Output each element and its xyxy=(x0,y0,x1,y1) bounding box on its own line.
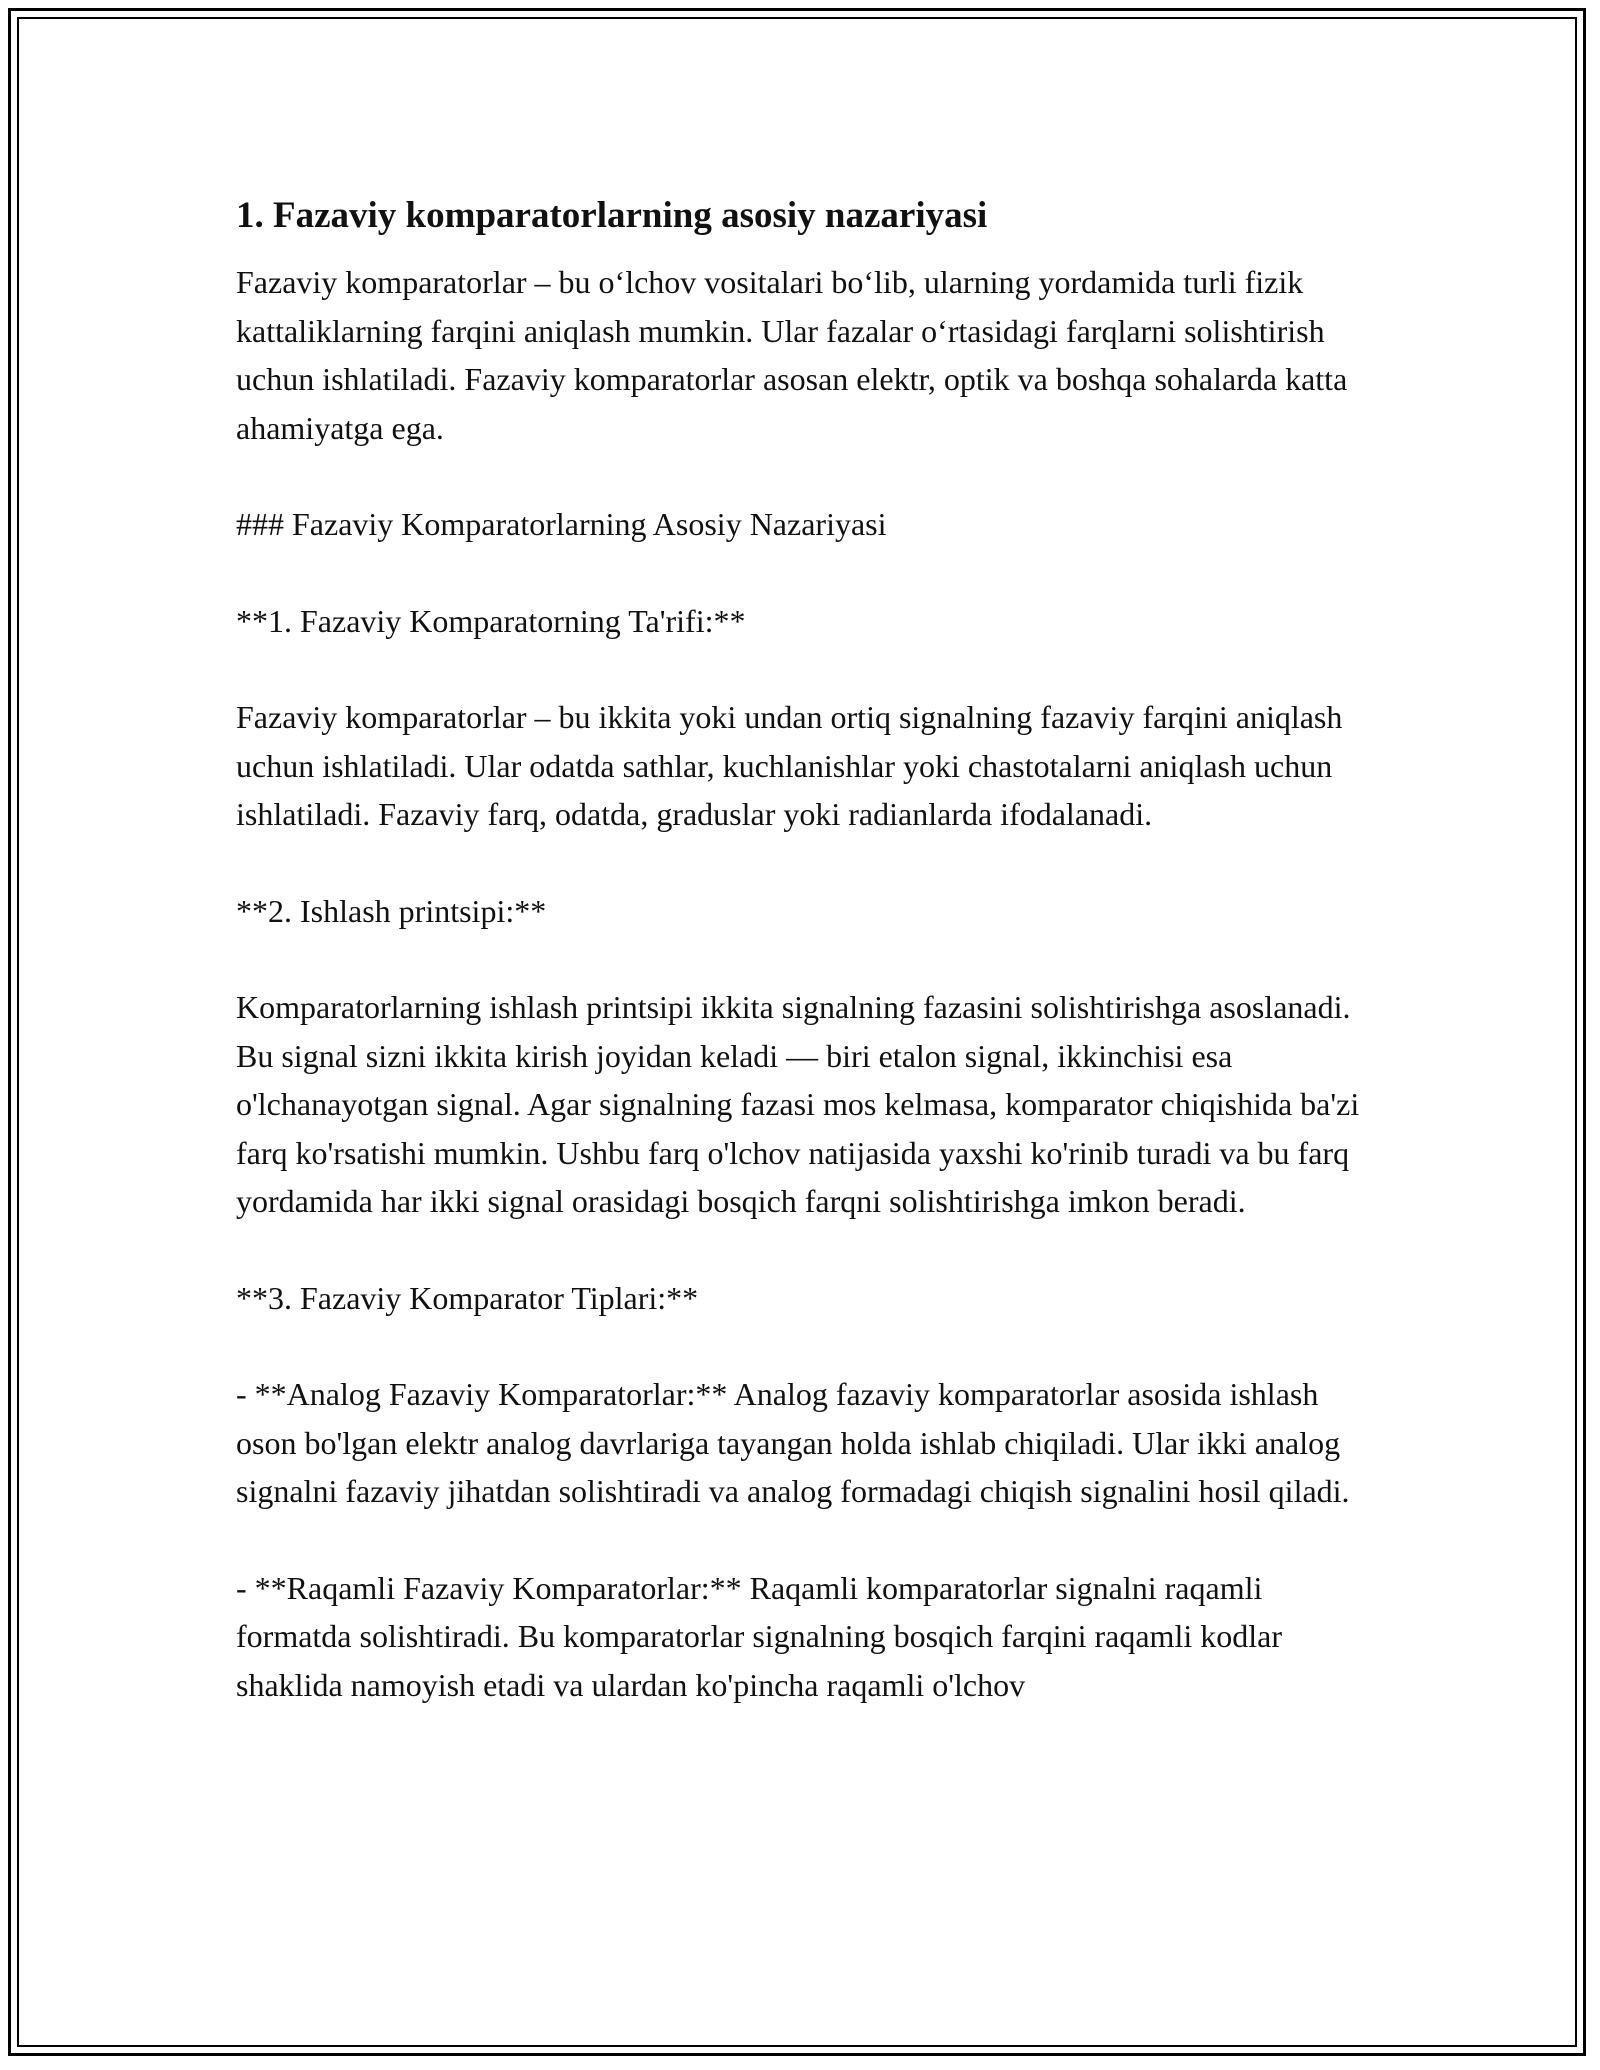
principle-paragraph: Komparatorlarning ishlash printsipi ikkita signalning fazasini solishtirishga asoslanadi. Bu signal sizni ikkita kirish joyidan keladi — biri etalon signal, ikkinchisi esa o'lchanayotgan signal. Agar signalning fazasi mos kelmasa, komparator chiqishida ba'zi farq ko'rsatishi mumkin. Ushbu farq o'lchov natijasida yaxshi ko'rinib turadi va bu farq yordamida har ikki signal orasidagi bosqich farqni solishtirishga imkon beradi. xyxy=(236,989,1360,1219)
section-title: 1. Fazaviy komparatorlarning asosiy nazariyasi xyxy=(236,195,988,236)
intro-paragraph: Fazaviy komparatorlar – bu o‘lchov vositalari bo‘lib, ularning yordamida turli fizik kattaliklarning farqini aniqlash mumkin. Ular fazalar o‘rtasidagi farqlarni solishtirish uchun ishlatiladi. Fazaviy komparatorlar asosan elektr, optik va boshqa sohalarda katta ahamiyatga ega. xyxy=(236,264,1348,446)
subheading-principle: **2. Ishlash printsipi:** xyxy=(236,892,547,929)
definition-paragraph: Fazaviy komparatorlar – bu ikkita yoki undan ortiq signalning fazaviy farqini aniqlash uchun ishlatiladi. Ular odatda sathlar, kuchlanishlar yoki chastotalarni aniqlash uchun ishlatiladi. Fazaviy farq, odatda, graduslar yoki radianlarda ifodalanadi. xyxy=(236,699,1343,832)
analog-types-item: - **Analog Fazaviy Komparatorlar:** Analog fazaviy komparatorlar asosida ishlash oson bo'lgan elektr analog davrlariga tayangan holda ishlab chiqiladi. Ular ikki analog signalni fazaviy jihatdan solishtiradi va analog formadagi chiqish signalini hosil qiladi. xyxy=(236,1376,1350,1509)
subheading-definition: **1. Fazaviy Komparatorning Ta'rifi:** xyxy=(236,602,746,639)
markdown-heading: ### Fazaviy Komparatorlarning Asosiy Nazariyasi xyxy=(236,506,887,542)
document-body xyxy=(236,180,1366,1709)
subheading-types: **3. Fazaviy Komparator Tiplari:** xyxy=(236,1279,699,1316)
digital-types-item: - **Raqamli Fazaviy Komparatorlar:** Raqamli komparatorlar signalni raqamli formatda solishtiradi. Bu komparatorlar signalning bosqich farqini raqamli kodlar shaklida namoyish etadi va ulardan ko'pincha raqamli o'lchov xyxy=(236,1569,1282,1703)
